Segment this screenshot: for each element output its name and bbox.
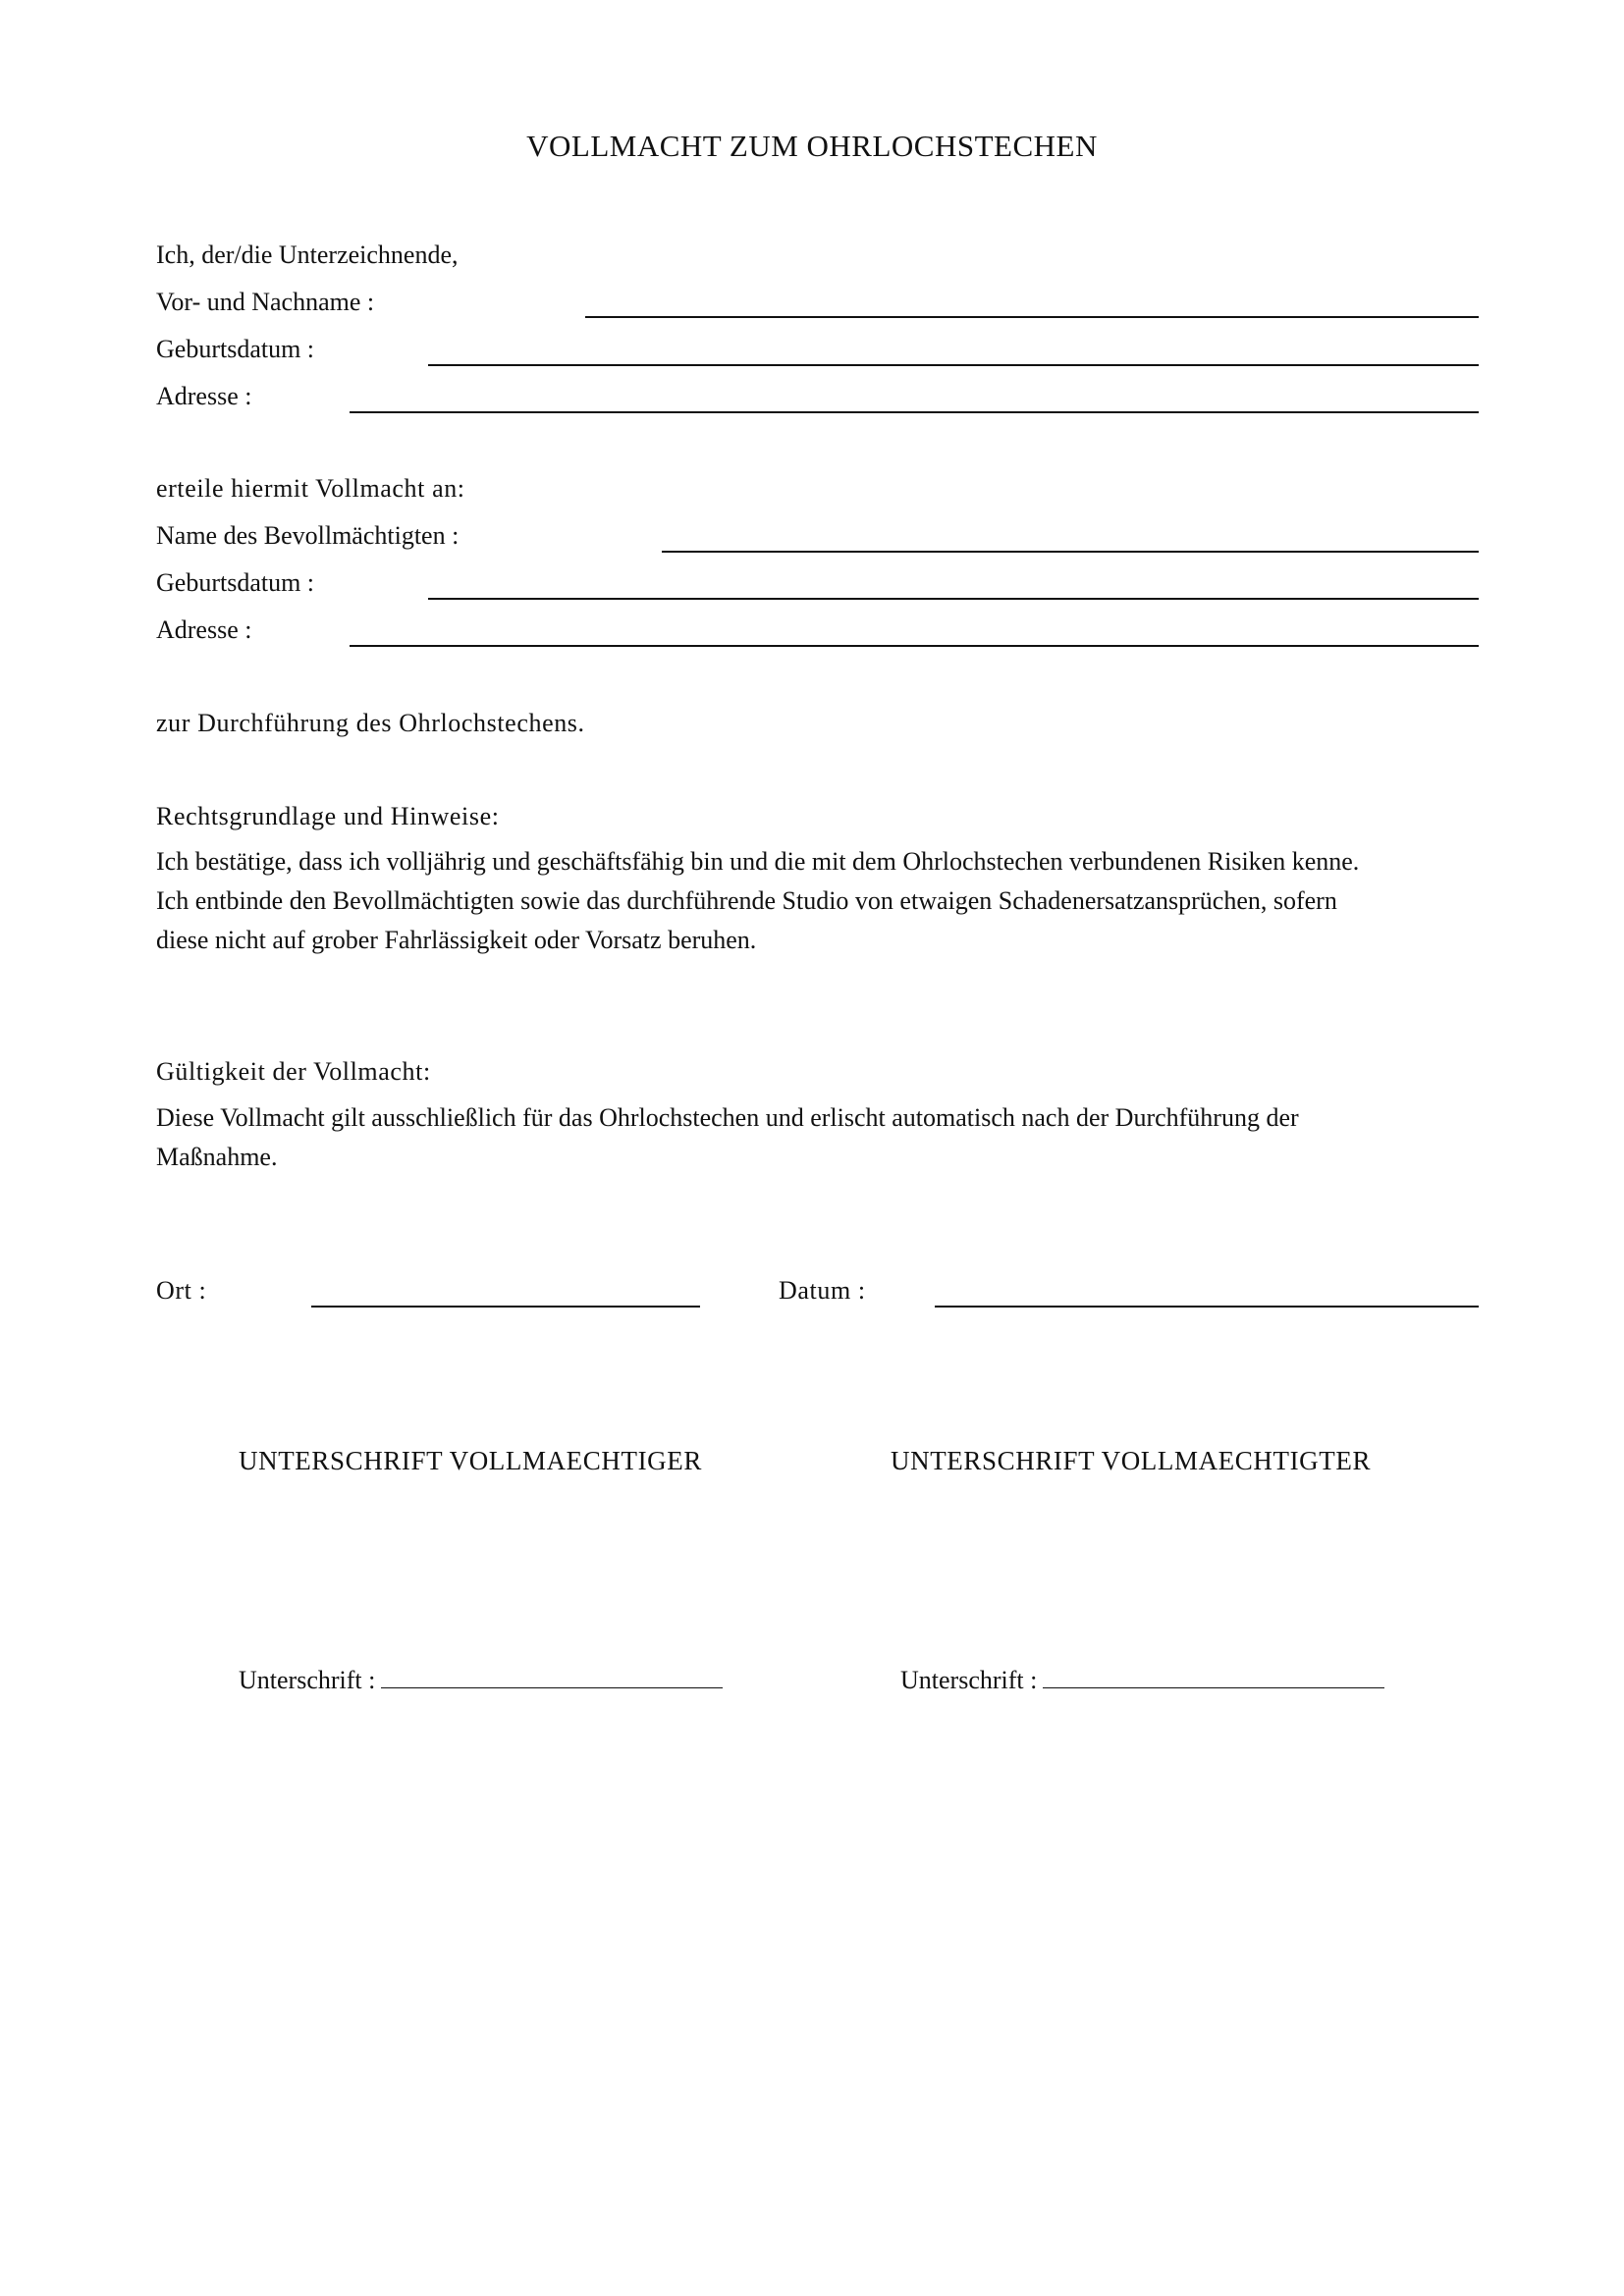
signature-heading-left: UNTERSCHRIFT VOLLMAECHTIGER [239,1446,702,1475]
signature-label-left: Unterschrift : [239,1666,376,1694]
signature-field-left[interactable] [239,1666,723,1695]
grantor-address-field[interactable] [350,411,1479,413]
grantor-intro: Ich, der/die Unterzeichnende, [156,240,459,269]
grantee-address-label: Adresse : [156,615,252,644]
legal-line-1: Ich bestätige, dass ich volljährig und geschäftsfähig bin und die mit dem Ohrlochstechen verbundenen Risiken kenne. [156,847,1360,876]
grantor-name-field[interactable] [585,316,1479,318]
grantee-intro: erteile hiermit Vollmacht an: [156,474,465,503]
grantee-birthdate-label: Geburtsdatum : [156,568,315,597]
date-field[interactable] [935,1306,1479,1308]
grantee-birthdate-field[interactable] [428,598,1479,600]
grantee-address-field[interactable] [350,645,1479,647]
validity-line-1: Diese Vollmacht gilt ausschließlich für das Ohrlochstechen und erlischt automatisch nach der Durchführung der [156,1103,1299,1132]
grantor-name-label: Vor- und Nachname : [156,288,375,316]
purpose-text: zur Durchführung des Ohrlochstechens. [156,709,585,737]
grantor-address-label: Adresse : [156,382,252,410]
grantee-name-label: Name des Bevollmächtigten : [156,521,460,550]
place-label: Ort : [156,1276,207,1305]
grantee-name-field[interactable] [662,551,1479,553]
signature-heading-right: UNTERSCHRIFT VOLLMAECHTIGTER [891,1446,1372,1475]
legal-line-2: Ich entbinde den Bevollmächtigten sowie das durchführende Studio von etwaigen Schadenersatzansprüchen, sofern [156,886,1337,915]
validity-heading: Gültigkeit der Vollmacht: [156,1057,431,1086]
document-title: VOLLMACHT ZUM OHRLOCHSTECHEN [526,129,1098,163]
signature-line-left[interactable] [381,1666,723,1688]
grantor-birthdate-field[interactable] [428,364,1479,366]
grantor-birthdate-label: Geburtsdatum : [156,335,315,363]
legal-heading: Rechtsgrundlage und Hinweise: [156,802,500,830]
signature-label-right: Unterschrift : [900,1666,1038,1694]
legal-line-3: diese nicht auf grober Fahrlässigkeit oder Vorsatz beruhen. [156,926,757,954]
validity-line-2: Maßnahme. [156,1143,278,1171]
place-field[interactable] [311,1306,700,1308]
signature-field-right[interactable] [900,1666,1384,1695]
signature-line-right[interactable] [1043,1666,1384,1688]
date-label: Datum : [779,1276,866,1305]
